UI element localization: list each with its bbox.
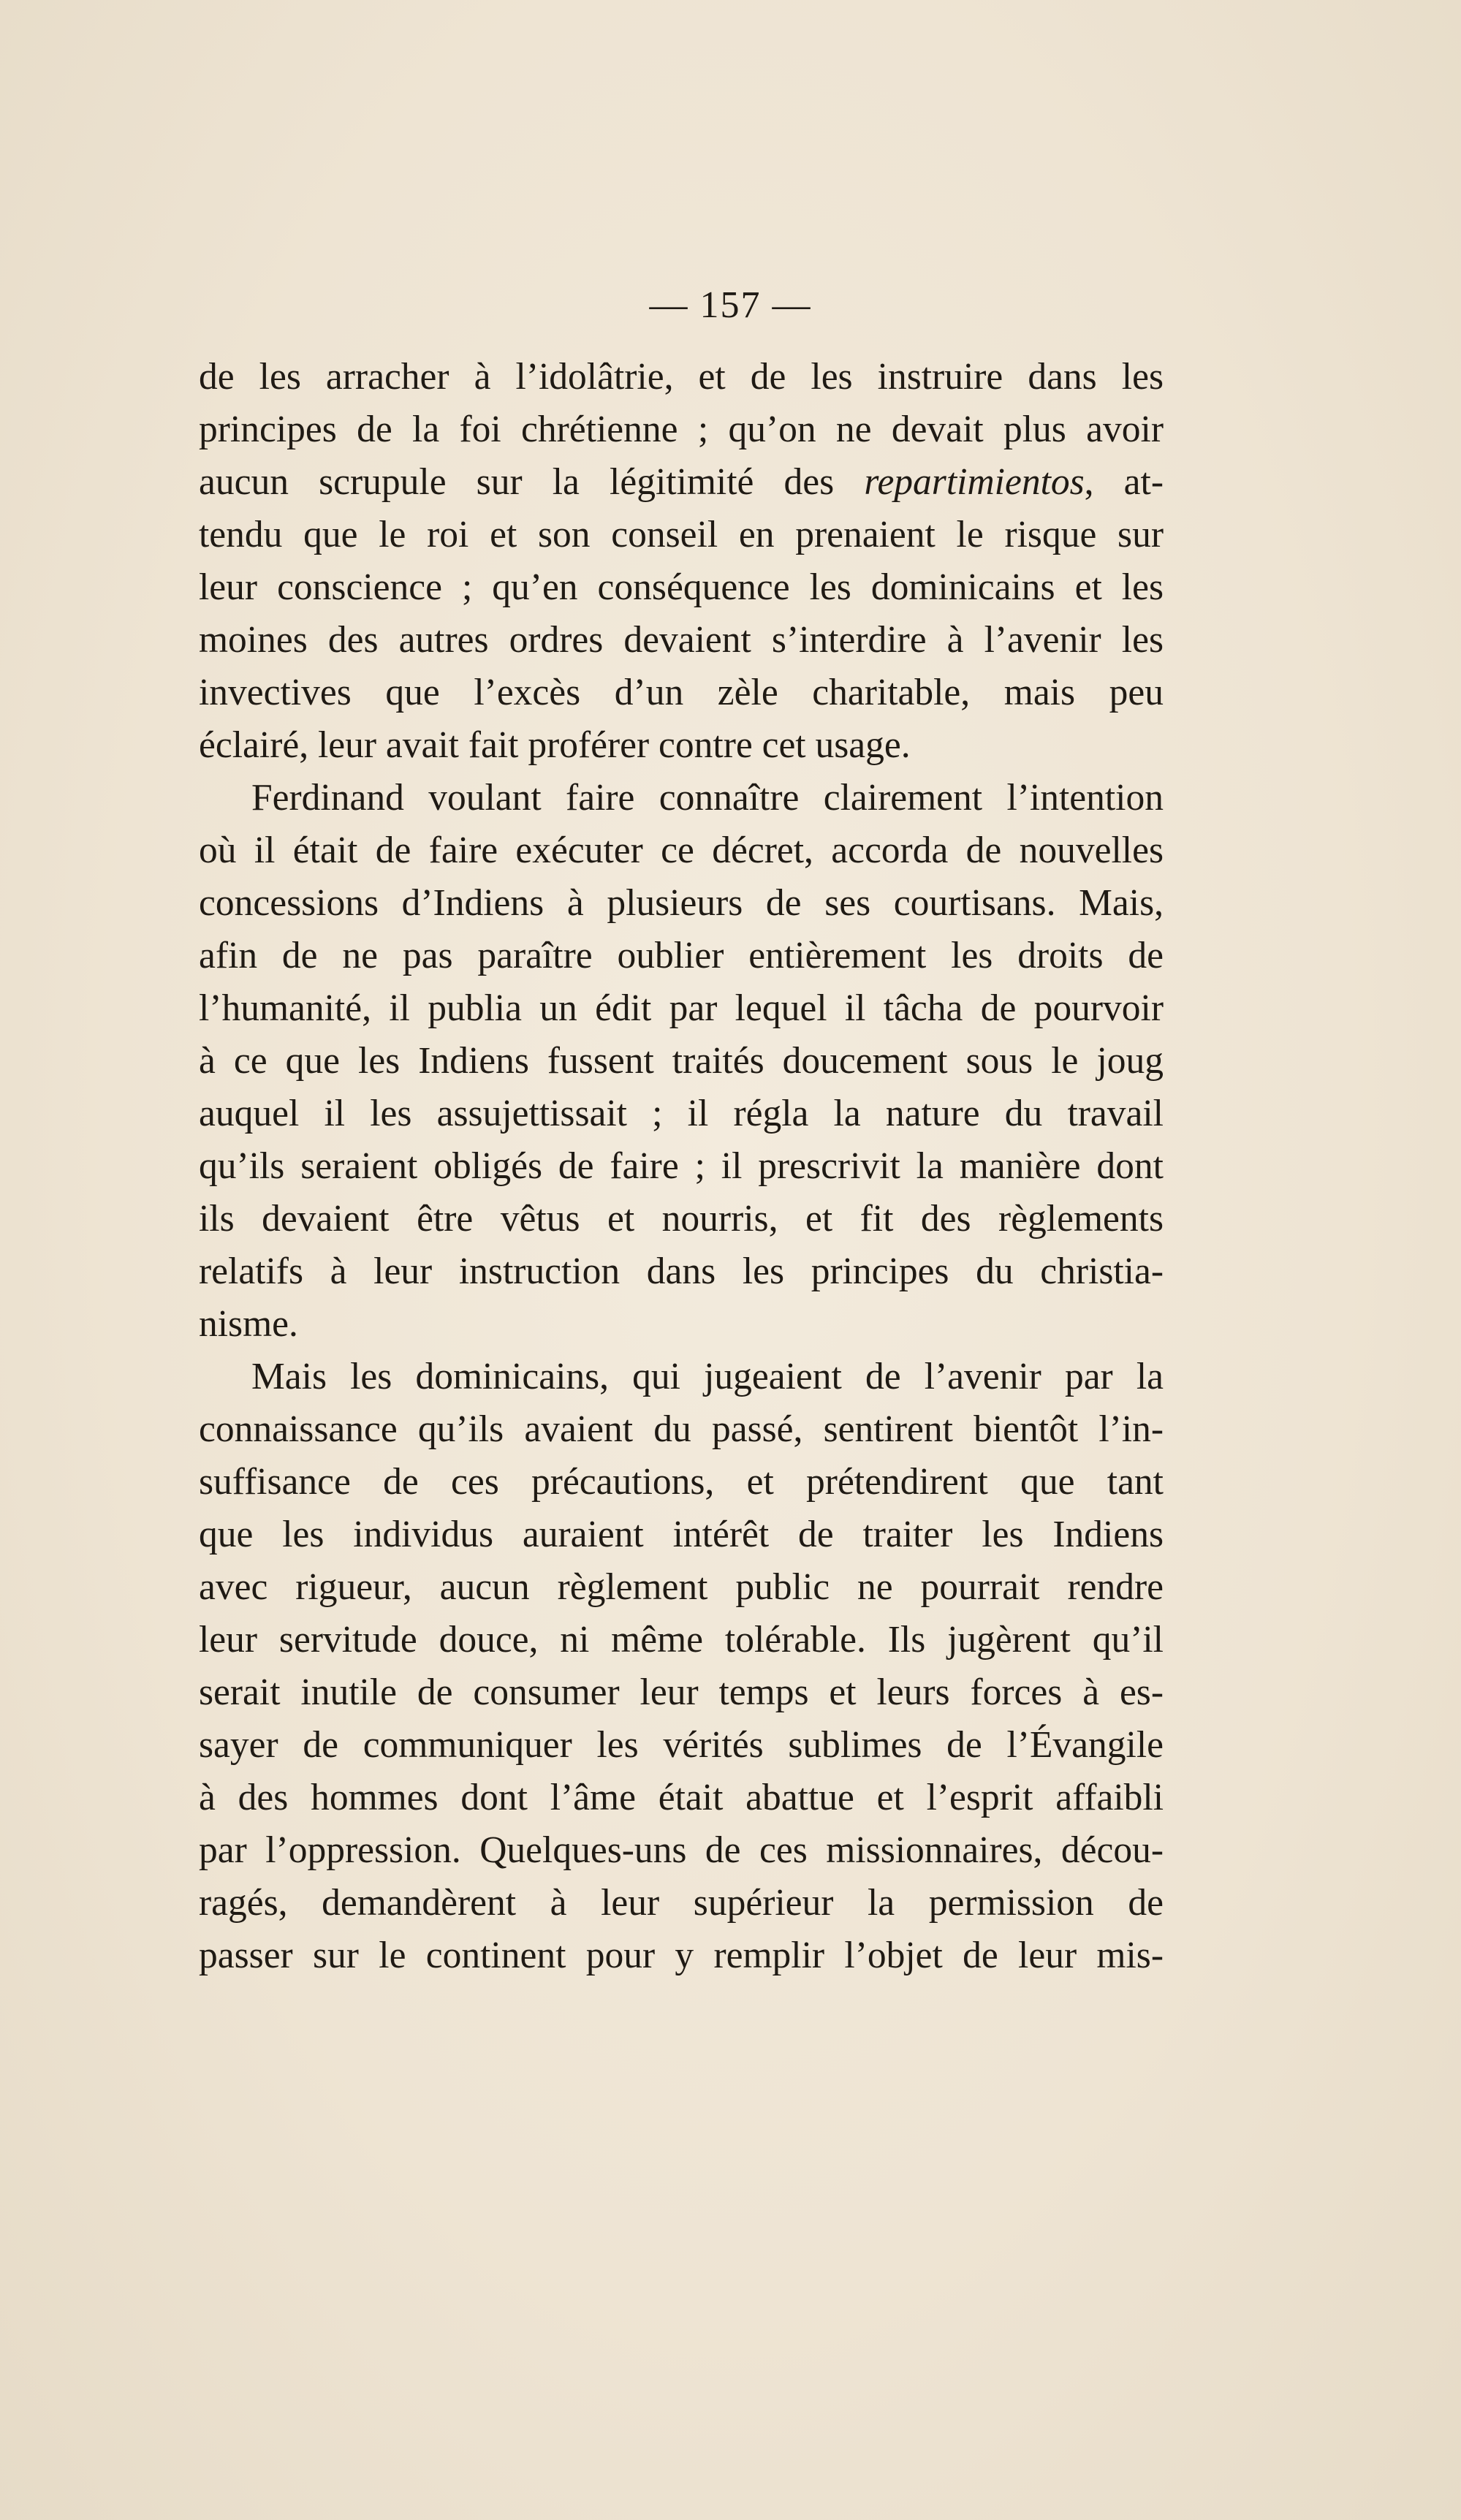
text-line: moines des autres ordres devaient s’interdire à l’avenir les <box>199 619 1164 661</box>
text-line: tendu que le roi et son conseil en prenaient le risque sur <box>199 514 1164 555</box>
text-line: suffisance de ces précautions, et prétendirent que tant <box>199 1461 1164 1503</box>
text-line: Mais les dominicains, qui jugeaient de l’avenir par la <box>251 1356 1164 1397</box>
text-line: à des hommes dont l’âme était abattue et l’esprit affaibli <box>199 1777 1164 1818</box>
text-line: connaissance qu’ils avaient du passé, sentirent bientôt l’in- <box>199 1408 1164 1450</box>
text-line: ils devaient être vêtus et nourris, et fit des règlements <box>199 1198 1164 1240</box>
page-number: — 157 — <box>649 284 812 326</box>
text-line: avec rigueur, aucun règlement public ne pourrait rendre <box>199 1566 1164 1608</box>
text-line: nisme. <box>199 1303 298 1345</box>
text-line: principes de la foi chrétienne ; qu’on ne devait plus avoir <box>199 409 1164 450</box>
text-line: sayer de communiquer les vérités sublimes de l’Évangile <box>199 1724 1164 1766</box>
text-line: à ce que les Indiens fussent traités doucement sous le joug <box>199 1040 1164 1082</box>
text-fragment: , at- <box>1084 461 1164 503</box>
text-line: où il était de faire exécuter ce décret, accorda de nouvelles <box>199 830 1164 871</box>
text-fragment: aucun scrupule sur la légitimité des <box>199 461 835 503</box>
text-line: leur conscience ; qu’en conséquence les dominicains et les <box>199 566 1164 608</box>
text-line: par l’oppression. Quelques-uns de ces missionnaires, décou- <box>199 1829 1164 1871</box>
text-line: ragés, demandèrent à leur supérieur la permission de <box>199 1882 1164 1924</box>
body-text <box>199 351 1164 1982</box>
text-line-with-italic <box>199 456 1164 509</box>
text-line: concessions d’Indiens à plusieurs de ses courtisans. Mais, <box>199 882 1164 924</box>
italic-word: repartimientos <box>864 461 1085 503</box>
text-line: auquel il les assujettissait ; il régla la nature du travail <box>199 1093 1164 1134</box>
text-line: l’humanité, il publia un édit par lequel il tâcha de pourvoir <box>199 987 1164 1029</box>
text-line: que les individus auraient intérêt de traiter les Indiens <box>199 1514 1164 1555</box>
text-line: de les arracher à l’idolâtrie, et de les instruire dans les <box>199 356 1164 398</box>
text-line: Ferdinand voulant faire connaître clairement l’intention <box>251 777 1164 819</box>
text-line: invectives que l’excès d’un zèle charitable, mais peu <box>199 672 1164 713</box>
text-line: éclairé, leur avait fait proférer contre cet usage. <box>199 724 911 766</box>
text-line: serait inutile de consumer leur temps et leurs forces à es- <box>199 1671 1164 1713</box>
text-line: passer sur le continent pour y remplir l’objet de leur mis- <box>199 1935 1164 1976</box>
text-line: qu’ils seraient obligés de faire ; il prescrivit la manière dont <box>199 1145 1164 1187</box>
text-line: leur servitude douce, ni même tolérable. Ils jugèrent qu’il <box>199 1619 1164 1661</box>
text-line: afin de ne pas paraître oublier entièrement les droits de <box>199 935 1164 976</box>
text-line: relatifs à leur instruction dans les principes du christia- <box>199 1250 1164 1292</box>
